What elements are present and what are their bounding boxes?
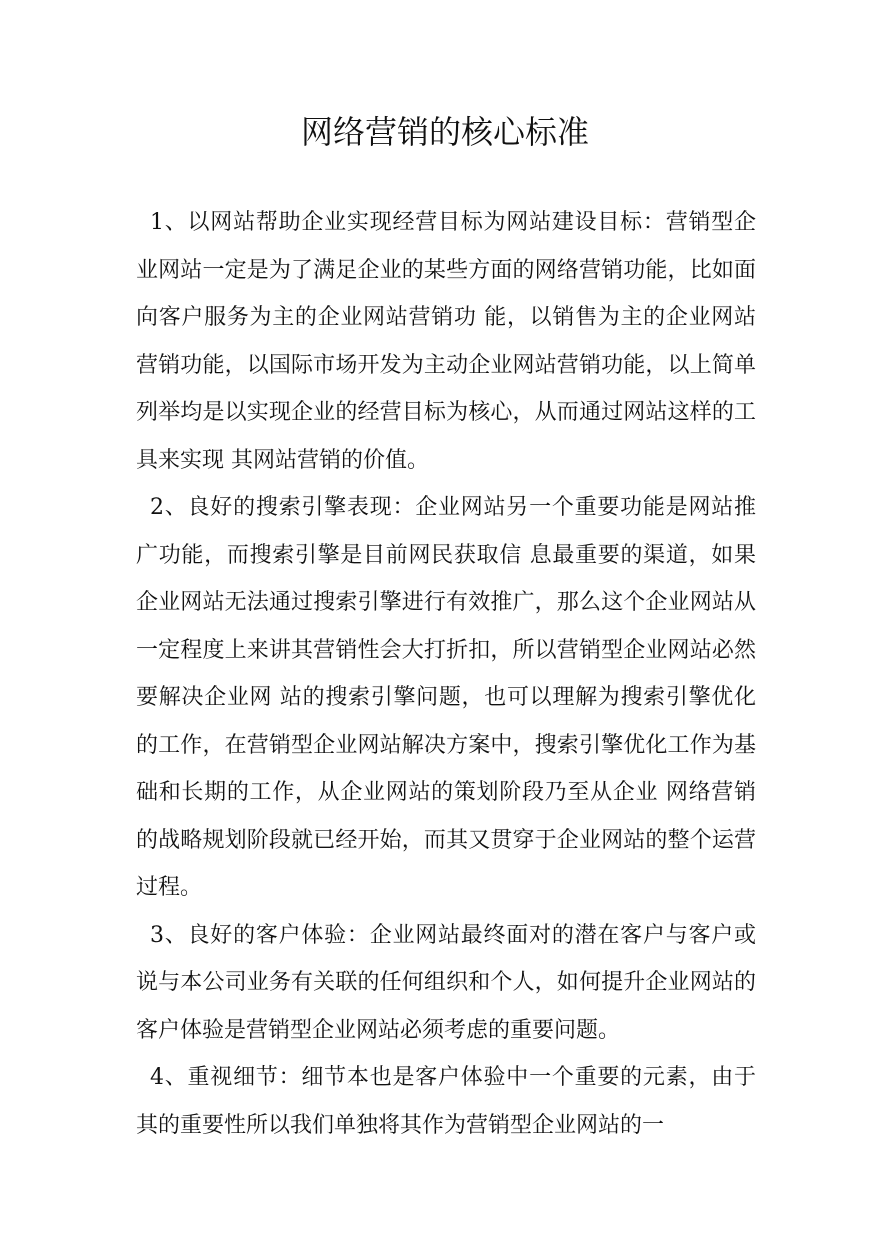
paragraph-4: 4、重视细节：细节本也是客户体验中一个重要的元素，由于其的重要性所以我们单独将其作为营销型企业网站的一 — [136, 1065, 756, 1138]
paragraph-3: 3、良好的客户体验：企业网站最终面对的潜在客户与客户或说与本公司业务有关联的任何组织和个人，如何提升企业网站的客户体验是营销型企业网站必须考虑的重要问题。 — [136, 922, 756, 1043]
paragraph-2: 2、良好的搜索引擎表现：企业网站另一个重要功能是网站推广功能，而搜索引擎是目前网民获取信 息最重要的渠道，如果企业网站无法通过搜索引擎进行有效推广，那么这个企业网站从一定程度上来讲其营销性会大打折扣，所以营销型企业网站必然要解决企业网 站的搜索引擎问题，也可以理解为搜索引擎优化的工作，在营销型企业网站解决方案中，搜索引擎优化工作为基础和长期的工作，从企业网站的策划阶段乃至从企业 网络营销的战略规划阶段就已经开始，而其又贯穿于企业网站的整个运营过程。 — [136, 495, 756, 900]
paragraph-1: 1、以网站帮助企业实现经营目标为网站建设目标：营销型企业网站一定是为了满足企业的某些方面的网络营销功能，比如面向客户服务为主的企业网站营销功 能，以销售为主的企业网站营销功能，以国际市场开发为主动企业网站营销功能，以上简单列举均是以实现企业的经营目标为核心，从而通过网站这样的工具来实现 其网站营销的价值。 — [136, 210, 756, 473]
document-title: 网络营销的核心标准 — [300, 113, 589, 151]
document-body — [136, 199, 756, 1149]
